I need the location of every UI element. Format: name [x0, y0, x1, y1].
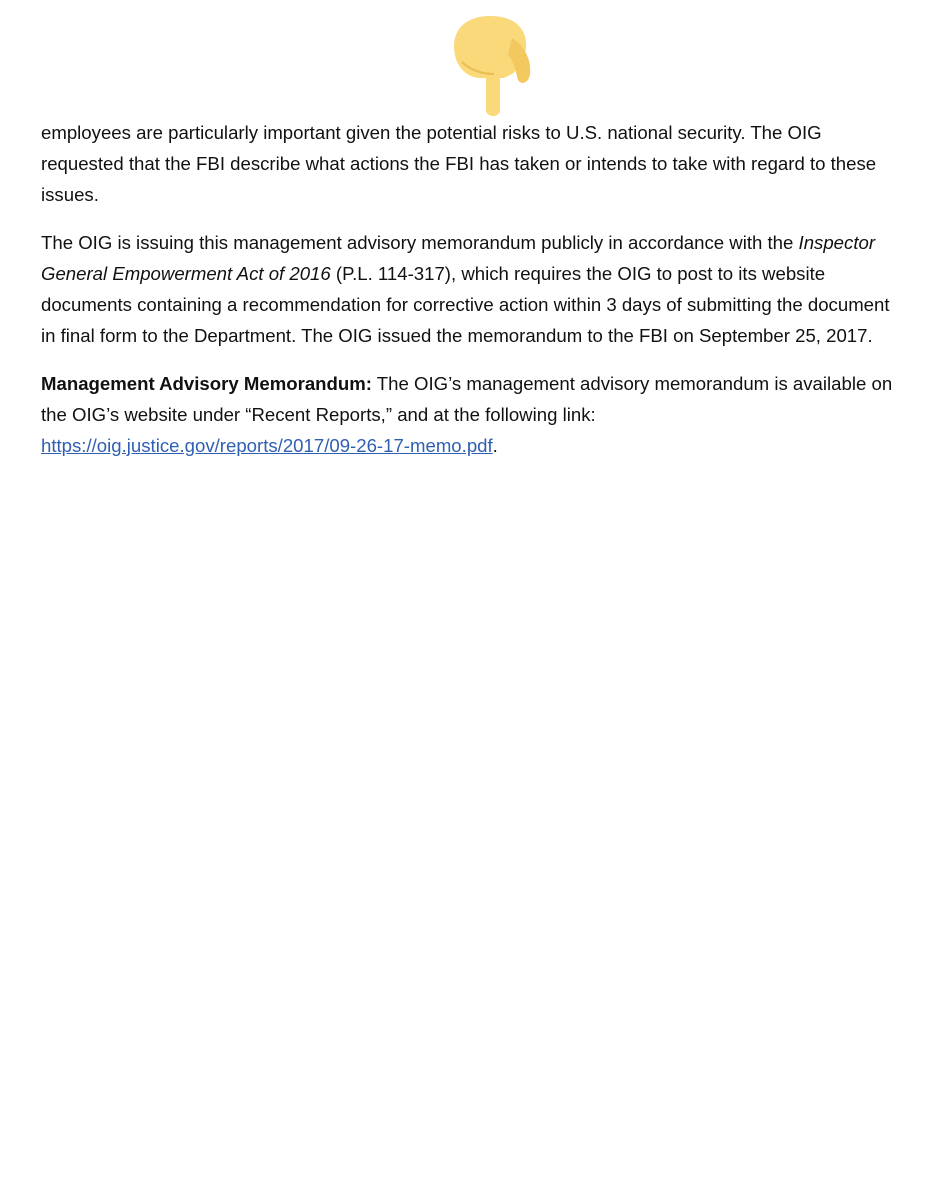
paragraph-3-trailing: .: [492, 435, 498, 456]
act-title: Inspector General Empowerment Act of 2016: [41, 232, 876, 284]
paragraph-national-security: [41, 117, 903, 210]
paragraph-3-text: The OIG’s management advisory memorandum is available on the OIG’s website under “Recent Reports,” and at the following link:: [41, 373, 893, 425]
paragraph-2-text-before: The OIG is issuing this management advisory memorandum publicly in accordance with the: [41, 232, 799, 253]
paragraph-memorandum-link: [41, 368, 903, 461]
backhand-index-pointing-down-icon: [448, 14, 538, 122]
memorandum-label: Management Advisory Memorandum:: [41, 373, 372, 394]
paragraph-1-text: employees are particularly important given the potential risks to U.S. national security. The OIG requested that the FBI describe what actions the FBI has taken or intends to take with regard to these issues.: [41, 122, 877, 205]
paragraph-empowerment-act: [41, 227, 903, 351]
memo-pdf-link[interactable]: https://oig.justice.gov/reports/2017/09-26-17-memo.pdf: [41, 435, 493, 456]
document-body: [41, 117, 903, 461]
paragraph-2-text-after: (P.L. 114-317), which requires the OIG to post to its website documents containing a recommendation for corrective action within 3 days of submitting the document in final form to the Department. The OIG issued the memorandum to the FBI on September 25, 2017.: [41, 263, 890, 346]
